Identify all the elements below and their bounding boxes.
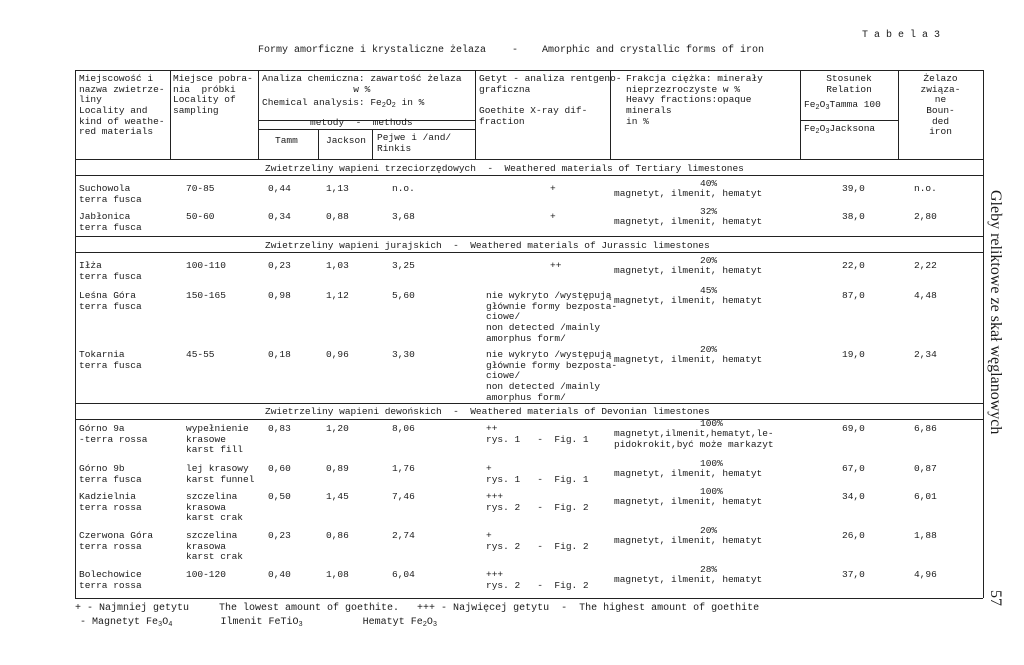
- row-bound-iron: 6,86: [914, 423, 937, 434]
- row-tamm: 0,44: [268, 183, 291, 194]
- row-heavy-percent: 20%: [700, 525, 718, 536]
- row-jackson: 0,89: [326, 463, 349, 474]
- row-jackson: 1,20: [326, 423, 349, 434]
- row-tamm: 0,23: [268, 260, 291, 271]
- row-ratio: 67,0: [842, 463, 865, 474]
- header-methods: metody - methods: [310, 117, 413, 128]
- row-heavy-percent: 100%: [700, 486, 723, 497]
- row-depth: 150-165: [186, 290, 226, 301]
- row-goethite: nie wykryto /występują głównie formy bezposta- ciowe/ non detected /mainly amorphus form/: [486, 349, 618, 403]
- header-heavy-fraction: Frakcja ciężka: minerały nieprzezroczyste w % Heavy fractions:opaque minerals in %: [626, 73, 763, 127]
- row-depth: 45-55: [186, 349, 215, 360]
- row-heavy-minerals: magnetyt, ilmenit, hematyt: [614, 295, 763, 306]
- row-ratio: 39,0: [842, 183, 865, 194]
- row-ratio: 37,0: [842, 569, 865, 580]
- header-tamm: Tamm: [275, 135, 298, 146]
- row-bound-iron: 2,34: [914, 349, 937, 360]
- header-relation-numerator: $Fe_2O_3Tamma$ 100: [804, 99, 881, 112]
- row-bound-iron: 2,22: [914, 260, 937, 271]
- row-pejwe: 3,68: [392, 211, 415, 222]
- footnote-goethite: + - Najmniej getytu The lowest amount of goethite. +++ - Najwięcej getytu - The highest amount of goethite: [75, 603, 760, 614]
- title-separator: -: [512, 45, 519, 56]
- title-english: Amorphic and crystallic forms of iron: [542, 45, 765, 56]
- row-pejwe: n.o.: [392, 183, 415, 194]
- header-chemical-pl: Analiza chemiczna: zawartość żelaza w %: [262, 73, 462, 95]
- row-bound-iron: 1,88: [914, 530, 937, 541]
- row-locality: Górno 9b terra fusca: [79, 463, 142, 485]
- row-depth: 100-110: [186, 260, 226, 271]
- header-sampling: Miejsce pobra- nia próbki Locality of sampling: [173, 73, 253, 116]
- row-tamm: 0,23: [268, 530, 291, 541]
- row-locality: Tokarnia terra fusca: [79, 349, 142, 371]
- row-tamm: 0,18: [268, 349, 291, 360]
- row-heavy-percent: 32%: [700, 206, 718, 217]
- row-ratio: 19,0: [842, 349, 865, 360]
- row-ratio: 26,0: [842, 530, 865, 541]
- section-devonian: Zwietrzeliny wapieni dewońskich - Weathered materials of Devonian limestones: [265, 406, 710, 417]
- row-heavy-percent: 20%: [700, 344, 718, 355]
- row-heavy-minerals: magnetyt, ilmenit, hematyt: [614, 188, 763, 199]
- section-jurassic: Zwietrzeliny wapieni jurajskich - Weathered materials of Jurassic limestones: [265, 240, 710, 251]
- row-heavy-percent: 45%: [700, 285, 718, 296]
- header-locality: Miejscowość i nazwa zwietrze- liny Locality and kind of weathe- red materials: [79, 73, 165, 138]
- header-relation-denominator: $Fe_2O_3Jacksona$: [804, 123, 876, 136]
- row-tamm: 0,40: [268, 569, 291, 580]
- row-heavy-minerals: magnetyt, ilmenit, hematyt: [614, 354, 763, 365]
- row-pejwe: 2,74: [392, 530, 415, 541]
- section-tertiary: Zwietrzeliny wapieni trzeciorzędowych - Weathered materials of Tertiary limestones: [265, 163, 744, 174]
- row-heavy-minerals: magnetyt,ilmenit,hematyt,le- pidokrokit,być może markazyt: [614, 428, 774, 450]
- header-pejwe: Pejwe i /and/ Rinkis: [377, 132, 452, 154]
- row-jackson: 0,96: [326, 349, 349, 360]
- row-locality: Bolechowice terra rossa: [79, 569, 142, 591]
- row-pejwe: 6,04: [392, 569, 415, 580]
- row-tamm: 0,34: [268, 211, 291, 222]
- row-locality: Iłża terra fusca: [79, 260, 142, 282]
- row-ratio: 87,0: [842, 290, 865, 301]
- row-jackson: 1,03: [326, 260, 349, 271]
- row-heavy-minerals: magnetyt, ilmenit, hematyt: [614, 535, 763, 546]
- row-pejwe: 1,76: [392, 463, 415, 474]
- row-pejwe: 3,30: [392, 349, 415, 360]
- row-pejwe: 8,06: [392, 423, 415, 434]
- row-goethite: ++ rys. 1 - Fig. 1: [486, 423, 589, 445]
- row-jackson: 0,88: [326, 211, 349, 222]
- row-jackson: 1,13: [326, 183, 349, 194]
- row-bound-iron: n.o.: [914, 183, 937, 194]
- row-goethite: +: [550, 211, 556, 222]
- header-bound-iron: Żelazo związa- ne Boun- ded iron: [920, 73, 961, 138]
- row-ratio: 69,0: [842, 423, 865, 434]
- row-ratio: 22,0: [842, 260, 865, 271]
- row-bound-iron: 0,87: [914, 463, 937, 474]
- row-tamm: 0,98: [268, 290, 291, 301]
- row-heavy-minerals: magnetyt, ilmenit, hematyt: [614, 574, 763, 585]
- page-number: 57: [987, 590, 1004, 606]
- header-goethite: Getyt - analiza rentgeno- graficzna Goethite X-ray dif- fraction: [479, 73, 622, 127]
- header-chemical-en: Chemical analysis: $Fe_2O_2$ in %: [262, 97, 425, 110]
- row-goethite: +++ rys. 2 - Fig. 2: [486, 569, 589, 591]
- row-locality: Czerwona Góra terra rossa: [79, 530, 154, 552]
- row-heavy-minerals: magnetyt, ilmenit, hematyt: [614, 265, 763, 276]
- row-depth: szczelina krasowa karst crak: [186, 530, 244, 563]
- row-pejwe: 7,46: [392, 491, 415, 502]
- side-title: Gleby reliktowe ze skał węglanowych: [987, 190, 1004, 435]
- row-pejwe: 5,60: [392, 290, 415, 301]
- row-heavy-minerals: magnetyt, ilmenit, hematyt: [614, 468, 763, 479]
- row-tamm: 0,83: [268, 423, 291, 434]
- header-relation: Stosunek Relation: [826, 73, 872, 95]
- row-goethite: nie wykryto /występują głównie formy bezposta- ciowe/ non detected /mainly amorphus form/: [486, 290, 618, 344]
- row-bound-iron: 2,80: [914, 211, 937, 222]
- table-label: T a b e l a 3: [862, 30, 941, 41]
- row-heavy-percent: 100%: [700, 418, 723, 429]
- row-heavy-percent: 40%: [700, 178, 718, 189]
- row-goethite: + rys. 1 - Fig. 1: [486, 463, 589, 485]
- row-depth: 100-120: [186, 569, 226, 580]
- row-goethite: + rys. 2 - Fig. 2: [486, 530, 589, 552]
- row-depth: 50-60: [186, 211, 215, 222]
- row-tamm: 0,50: [268, 491, 291, 502]
- title-polish: Formy amorficzne i krystaliczne żelaza: [258, 45, 487, 56]
- row-heavy-minerals: magnetyt, ilmenit, hematyt: [614, 216, 763, 227]
- row-locality: Górno 9a -terra rossa: [79, 423, 148, 445]
- row-ratio: 38,0: [842, 211, 865, 222]
- row-bound-iron: 4,96: [914, 569, 937, 580]
- row-jackson: 0,86: [326, 530, 349, 541]
- row-locality: Suchowola terra fusca: [79, 183, 142, 205]
- row-goethite: ++: [550, 260, 562, 271]
- row-pejwe: 3,25: [392, 260, 415, 271]
- row-goethite: +++ rys. 2 - Fig. 2: [486, 491, 589, 513]
- row-jackson: 1,08: [326, 569, 349, 580]
- row-depth: wypełnienie krasowe karst fill: [186, 423, 249, 456]
- row-depth: 70-85: [186, 183, 215, 194]
- row-locality: Jabłonica terra fusca: [79, 211, 142, 233]
- row-tamm: 0,60: [268, 463, 291, 474]
- row-heavy-percent: 100%: [700, 458, 723, 469]
- row-locality: Kadzielnia terra rossa: [79, 491, 142, 513]
- row-heavy-percent: 28%: [700, 564, 718, 575]
- row-goethite: +: [550, 183, 556, 194]
- row-jackson: 1,45: [326, 491, 349, 502]
- row-depth: szczelina krasowa karst crak: [186, 491, 244, 524]
- header-jackson: Jackson: [326, 135, 366, 146]
- row-bound-iron: 6,01: [914, 491, 937, 502]
- row-bound-iron: 4,48: [914, 290, 937, 301]
- row-heavy-percent: 20%: [700, 255, 718, 266]
- row-heavy-minerals: magnetyt, ilmenit, hematyt: [614, 496, 763, 507]
- row-depth: lej krasowy karst funnel: [186, 463, 255, 485]
- row-locality: Leśna Góra terra fusca: [79, 290, 142, 312]
- footnote-minerals: - Magnetyt $Fe_3O_4$ Ilmenit FeTiO$_3$ Hematyt $Fe_2O_3$: [80, 617, 438, 629]
- row-jackson: 1,12: [326, 290, 349, 301]
- row-ratio: 34,0: [842, 491, 865, 502]
